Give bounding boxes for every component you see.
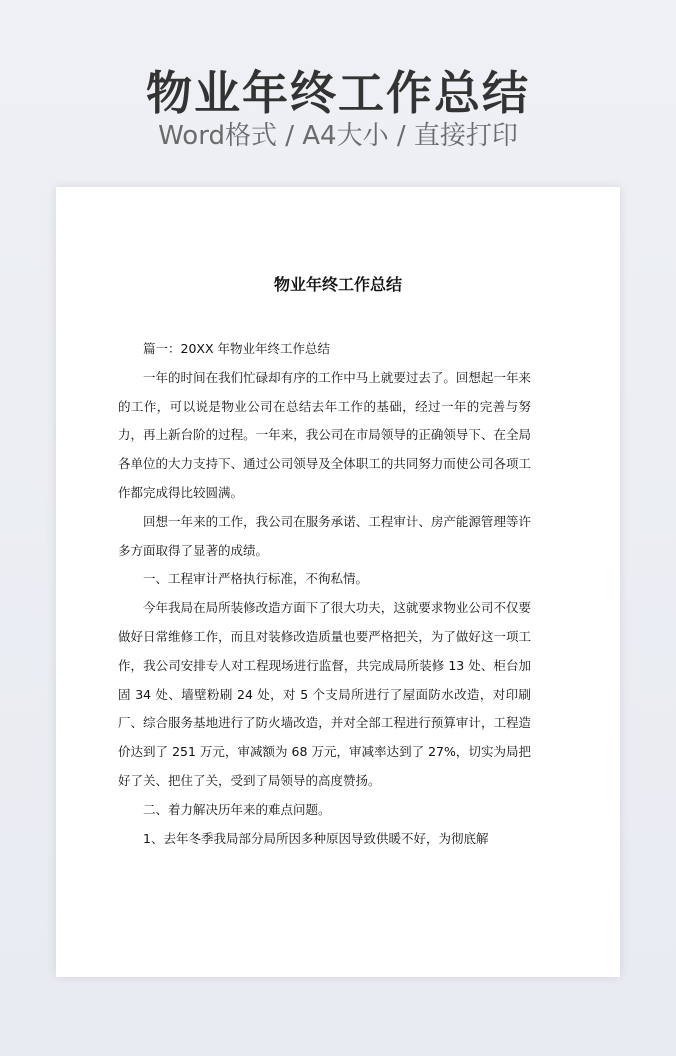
document-paragraph: 二、着力解决历年来的难点问题。: [143, 801, 331, 817]
document-body: [118, 335, 531, 853]
document-title: 物业年终工作总结: [273, 275, 402, 294]
banner-subtitle: Word格式 / A4大小 / 直接打印: [158, 121, 518, 151]
banner-title: 物业年终工作总结: [146, 66, 530, 120]
document-paragraph: 1、去年冬季我局部分局所因多种原因导致供暖不好，为彻底解: [143, 830, 489, 846]
document-paragraph: 今年我局在局所装修改造方面下了很大功夫，这就要求物业公司不仅要做好日常维修工作，而且对装修改造质量也要严格把关，为了做好这一项工作，我公司安排专人对工程现场进行监督，共完成局所装修 13 处、柜台加固 34 处、墙壁粉刷 24 处，对 5 个支局所进行了屋面防水改造，对印刷厂、综合服务基地进行了防火墙改造，并对全部工程进行预算审计，工程造价达到了 251 万元，审减额为 68 万元，审减率达到了 27%，切实为局把好了关、把住了关，受到了局领导的高度赞扬。: [118, 600, 531, 788]
document-page: [56, 187, 620, 977]
document-paragraph: 篇一：20XX 年物业年终工作总结: [143, 341, 331, 356]
document-paragraph: 一、工程审计严格执行标准，不徇私情。: [143, 571, 369, 587]
document-paragraph: 一年的时间在我们忙碌却有序的工作中马上就要过去了。回想起一年来的工作，可以说是物业公司在总结去年工作的基础，经过一年的完善与努力，再上新台阶的过程。一年来，我公司在市局领导的正确领导下、在全局各单位的大力支持下、通过公司领导及全体职工的共同努力而使公司各项工作都完成得比较圆满。: [118, 369, 531, 500]
document-paragraph: 回想一年来的工作，我公司在服务承诺、工程审计、房产能源管理等许多方面取得了显著的成绩。: [118, 513, 531, 558]
